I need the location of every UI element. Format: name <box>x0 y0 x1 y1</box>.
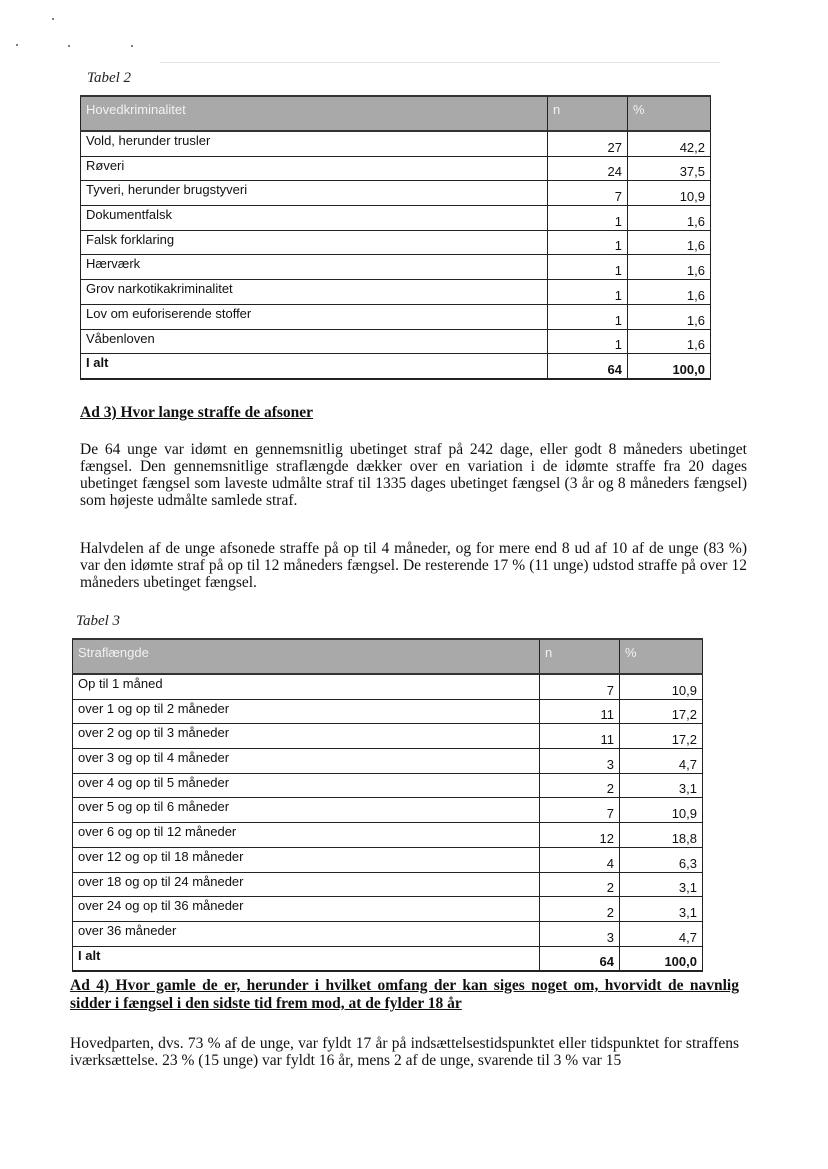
total-label: I alt <box>73 946 540 971</box>
row-pct: 18,8 <box>620 823 703 848</box>
row-pct: 10,9 <box>620 674 703 699</box>
table-row <box>73 749 703 774</box>
table2-header-pct: % <box>628 96 711 131</box>
table-row <box>73 674 703 699</box>
table-row <box>73 823 703 848</box>
scan-speck <box>52 18 54 20</box>
table-row <box>81 206 711 231</box>
row-label: over 12 og op til 18 måneder <box>73 847 540 872</box>
row-label: over 36 måneder <box>73 921 540 946</box>
table2-header-n: n <box>548 96 628 131</box>
row-n: 11 <box>540 699 620 724</box>
table-row <box>73 847 703 872</box>
table2-caption: Tabel 2 <box>87 70 132 86</box>
row-label: Grov narkotikakriminalitet <box>81 280 548 305</box>
row-pct: 1,6 <box>628 255 711 280</box>
row-pct: 1,6 <box>628 304 711 329</box>
row-pct: 3,1 <box>620 773 703 798</box>
table2-header-label: Hovedkriminalitet <box>81 96 548 131</box>
row-label: Falsk forklaring <box>81 230 548 255</box>
table-row <box>81 280 711 305</box>
row-label: Vold, herunder trusler <box>81 131 548 156</box>
table3-caption: Tabel 3 <box>76 613 121 629</box>
scan-line <box>160 62 720 63</box>
row-n: 1 <box>548 329 628 354</box>
row-n: 2 <box>540 872 620 897</box>
section4-paragraph-1: Hovedparten, dvs. 73 % af de unge, var fyldt 17 år på indsættelsestidspunktet eller tidspunktet for straffens iværksættelse. 23 % (15 unge) var fyldt 16 år, mens 2 af de unge, svarende til 3 % var 15 <box>70 1035 739 1069</box>
row-label: Dokumentfalsk <box>81 206 548 231</box>
row-n: 24 <box>548 156 628 181</box>
table-row <box>73 897 703 922</box>
row-n: 1 <box>548 280 628 305</box>
table-row <box>73 798 703 823</box>
table-row <box>81 329 711 354</box>
row-pct: 17,2 <box>620 724 703 749</box>
row-n: 1 <box>548 230 628 255</box>
row-pct: 4,7 <box>620 749 703 774</box>
section3-paragraph-2: Halvdelen af de unge afsonede straffe på op til 4 måneder, og for mere end 8 ud af 10 af de unge (83 %) var den idømte straf på op til 12 måneders fængsel. De resterende 17 % (11 unge) udstod straffe på over 12 måneders ubetinget fængsel. <box>80 540 747 591</box>
table-row <box>81 230 711 255</box>
row-n: 7 <box>548 181 628 206</box>
table2-total-row <box>81 354 711 379</box>
table3-header-pct: % <box>620 639 703 674</box>
table3-header-label: Straflængde <box>73 639 540 674</box>
row-label: over 4 og op til 5 måneder <box>73 773 540 798</box>
row-pct: 3,1 <box>620 897 703 922</box>
table-row <box>73 773 703 798</box>
row-label: Hærværk <box>81 255 548 280</box>
row-n: 1 <box>548 206 628 231</box>
row-pct: 10,9 <box>620 798 703 823</box>
row-n: 1 <box>548 304 628 329</box>
scan-speck <box>131 45 133 47</box>
total-n: 64 <box>548 354 628 379</box>
table-row <box>81 131 711 156</box>
table-row <box>73 872 703 897</box>
row-label: Lov om euforiserende stoffer <box>81 304 548 329</box>
row-label: over 18 og op til 24 måneder <box>73 872 540 897</box>
row-n: 1 <box>548 255 628 280</box>
row-n: 7 <box>540 674 620 699</box>
row-pct: 1,6 <box>628 280 711 305</box>
row-pct: 17,2 <box>620 699 703 724</box>
row-label: Våbenloven <box>81 329 548 354</box>
row-label: over 1 og op til 2 måneder <box>73 699 540 724</box>
total-n: 64 <box>540 946 620 971</box>
row-label: Tyveri, herunder brugstyveri <box>81 181 548 206</box>
row-n: 4 <box>540 847 620 872</box>
row-n: 3 <box>540 921 620 946</box>
row-label: over 6 og op til 12 måneder <box>73 823 540 848</box>
row-pct: 37,5 <box>628 156 711 181</box>
row-pct: 42,2 <box>628 131 711 156</box>
table2-crime-type <box>80 95 711 380</box>
table-row <box>73 724 703 749</box>
row-n: 2 <box>540 773 620 798</box>
table-row <box>81 156 711 181</box>
row-n: 2 <box>540 897 620 922</box>
row-n: 7 <box>540 798 620 823</box>
section3-paragraph-1: De 64 unge var idømt en gennemsnitlig ubetinget straf på 242 dage, eller godt 8 måneders ubetinget fængsel. Den gennemsnitlige straflængde dækker over en variation i de idømte straffe fra 20 dages ubetinget fængsel som laveste udmålte straf til 1335 dages ubetinget fængsel (3 år og 8 måneders fængsel) som højeste udmålte samlede straf. <box>80 441 747 509</box>
total-label: I alt <box>81 354 548 379</box>
total-pct: 100,0 <box>620 946 703 971</box>
total-pct: 100,0 <box>628 354 711 379</box>
section4-heading: Ad 4) Hvor gamle de er, herunder i hvilket omfang der kan siges noget om, hvorvidt de navnlig sidder i fængsel i den sidste tid frem mod, at de fylder 18 år <box>70 977 739 1012</box>
table-row <box>73 921 703 946</box>
table-row <box>73 699 703 724</box>
table3-sentence-length <box>72 638 703 972</box>
table3-total-row <box>73 946 703 971</box>
row-label: Røveri <box>81 156 548 181</box>
section3-heading: Ad 3) Hvor lange straffe de afsoner <box>80 404 314 421</box>
row-label: over 24 og op til 36 måneder <box>73 897 540 922</box>
table-row <box>81 255 711 280</box>
table-row <box>81 304 711 329</box>
row-pct: 1,6 <box>628 230 711 255</box>
row-pct: 3,1 <box>620 872 703 897</box>
row-n: 12 <box>540 823 620 848</box>
table2-header-row <box>81 96 711 131</box>
row-pct: 1,6 <box>628 329 711 354</box>
table-row <box>81 181 711 206</box>
row-n: 3 <box>540 749 620 774</box>
row-n: 11 <box>540 724 620 749</box>
row-pct: 1,6 <box>628 206 711 231</box>
table3-header-row <box>73 639 703 674</box>
scan-speck <box>16 44 18 46</box>
row-label: Op til 1 måned <box>73 674 540 699</box>
table3-header-n: n <box>540 639 620 674</box>
row-label: over 3 og op til 4 måneder <box>73 749 540 774</box>
scan-speck <box>68 45 70 47</box>
row-pct: 4,7 <box>620 921 703 946</box>
row-n: 27 <box>548 131 628 156</box>
row-pct: 6,3 <box>620 847 703 872</box>
row-pct: 10,9 <box>628 181 711 206</box>
row-label: over 2 og op til 3 måneder <box>73 724 540 749</box>
row-label: over 5 og op til 6 måneder <box>73 798 540 823</box>
